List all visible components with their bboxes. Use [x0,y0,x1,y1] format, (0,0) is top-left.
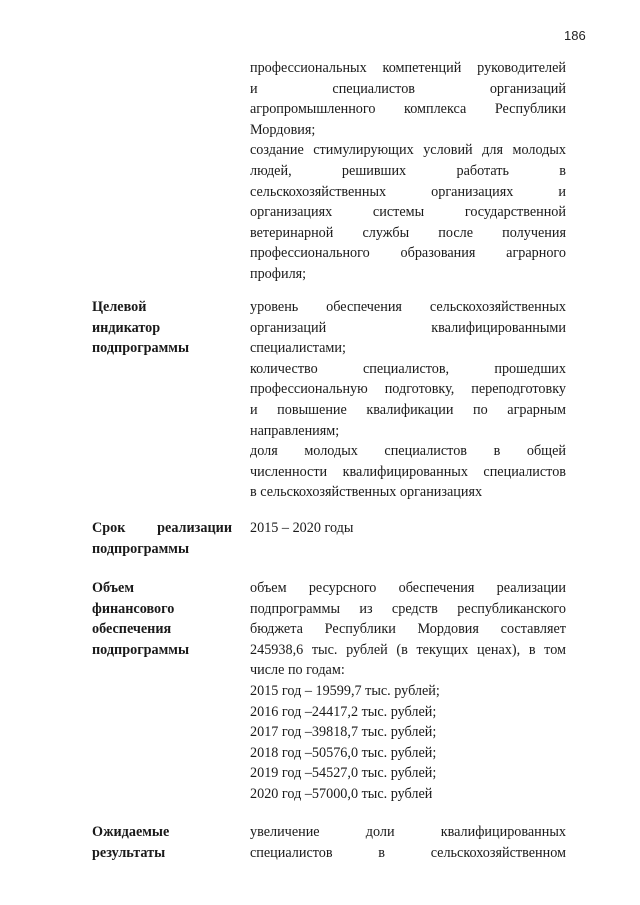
page-number: 186 [564,28,586,43]
text-line: числе по годам: [250,662,345,679]
text-line: 2019 год –54527,0 тыс. рублей; [250,765,437,782]
label-line: Целевой [92,299,147,315]
text-line: объем ресурсного обеспечения реализации [250,580,566,596]
section-content [250,578,566,805]
section-label [92,297,232,359]
text-line: организациях системы государственной [250,204,566,221]
text-line: сельскохозяйственных организациях и [250,183,566,200]
text-line: профессиональную подготовку, переподготовку [250,381,566,398]
section-label [92,822,232,863]
label-line: обеспечения [92,621,172,638]
text-line: и повышение квалификации по аграрным [250,401,566,418]
text-line: создание стимулирующих условий для молодых [250,142,566,159]
text-line: ветеринарной службы после получения [250,224,566,241]
label-line: финансового [92,600,175,617]
section-content [250,297,566,503]
text-line: 2020 год –57000,0 тыс. рублей [250,785,433,802]
label-line: подпрограммы [92,540,190,557]
text-line: и специалистов организаций [250,80,566,97]
text-line: 2015 – 2020 годы [250,520,354,536]
label-line: подпрограммы [92,340,190,357]
section-content [250,518,566,539]
text-line: организаций квалифицированными [250,319,566,336]
label-line: Ожидаемые [92,824,170,840]
text-line: людей, решивших работать в [250,162,566,179]
text-line: 2016 год –24417,2 тыс. рублей; [250,703,437,720]
section-content [250,822,566,863]
text-line: специалистов в сельскохозяйственном [250,844,566,861]
label-line: Объем [92,580,135,596]
text-line: Мордовия; [250,121,316,138]
text-line: уровень обеспечения сельскохозяйственных [250,299,566,315]
text-line: 245938,6 тыс. рублей (в текущих ценах), в том [250,641,566,658]
text-line: подпрограммы из средств республиканского [250,600,566,617]
text-line: 2018 год –50576,0 тыс. рублей; [250,744,437,761]
text-line: агропромышленного комплекса Республики [250,101,566,118]
text-line: бюджета Республики Мордовия составляет [250,621,566,638]
text-line: специалистами; [250,340,346,357]
text-line: 2015 год – 19599,7 тыс. рублей; [250,682,440,699]
section-label [92,578,232,660]
continuation-text [250,58,566,285]
label-line: подпрограммы [92,641,190,658]
label-line: индикатор [92,319,161,336]
text-line: количество специалистов, прошедших [250,360,566,377]
text-line: в сельскохозяйственных организациях [250,484,483,501]
text-line: 2017 год –39818,7 тыс. рублей; [250,724,437,741]
text-line: профессионального образования аграрного [250,245,566,262]
text-line: численности квалифицированных специалистов [250,463,566,480]
text-line: профессиональных компетенций руководителей [250,60,566,76]
text-line: профиля; [250,265,307,282]
text-line: направлениям; [250,422,340,439]
text-line: доля молодых специалистов в общей [250,443,566,460]
label-line: Срок реализации [92,520,232,536]
text-line: увеличение доли квалифицированных [250,824,566,840]
section-label [92,518,232,559]
label-line: результаты [92,844,166,861]
